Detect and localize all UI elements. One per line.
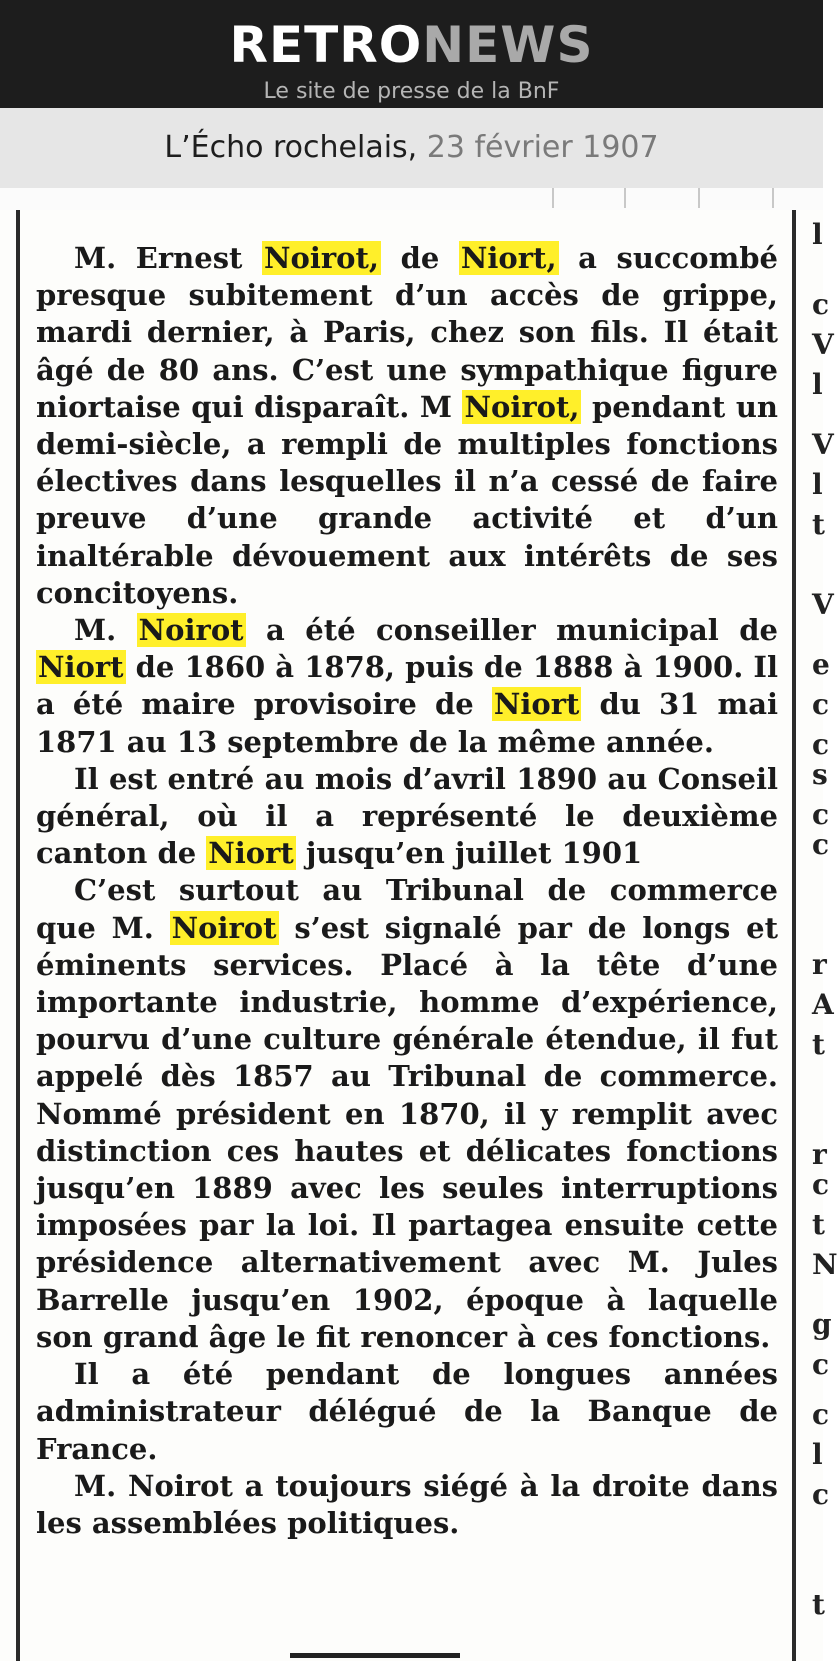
search-highlight: Noirot [171,910,277,945]
search-highlight: Niort [38,650,124,685]
search-highlight: Niort, [460,241,557,275]
fragment-glyph: N [812,1248,838,1281]
fragment-glyph: c [812,1348,830,1381]
article-text [36,240,778,1542]
divider-notch [698,188,700,208]
fragment-glyph: c [812,288,830,321]
fragment-glyph: g [812,1308,832,1341]
article-end-rule [290,1653,460,1658]
search-highlight: Niort [208,836,294,871]
fragment-glyph: c [812,1398,830,1431]
divider-notch [552,188,554,208]
fragment-glyph: V [812,428,834,461]
fragment-glyph: t [812,1208,825,1241]
search-highlight: Noirot [138,613,244,648]
paragraph-6: M. Noirot a toujours siégé à la droite dans les assemblées politiques. [36,1468,778,1540]
fragment-glyph: t [812,1588,825,1621]
fragment-glyph: l [812,468,823,501]
fragment-glyph: c [812,828,830,861]
fragment-glyph: c [812,1168,830,1201]
fragment-glyph: r [812,948,827,981]
search-highlight: Noirot, [264,241,379,275]
fragment-glyph: s [812,758,828,791]
column-rule-left [16,210,20,1661]
site-tagline: Le site de presse de la BnF [263,79,560,104]
fragment-glyph: t [812,508,825,541]
fragment-glyph: c [812,1478,830,1511]
paragraph-2: M. Noirot a été conseiller municipal de Niort de 1860 à 1878, puis de 1888 à 1900. Il a été maire provisoire de Niort du 31 mai 1871 au 13 septembre de la même année. [36,613,778,759]
fragment-glyph: V [812,588,834,621]
divider-notch [624,188,626,208]
logo-news: NEWS [422,16,594,74]
newspaper-name: L’Écho rochelais, [164,130,418,165]
paragraph-4: C’est surtout au Tribunal de commerce que M. Noirot s’est signalé par de longs et éminents services. Placé à la tête d’une importante industrie, homme d’expérience, pourvu d’une culture générale étendue, il fut appelé dès 1857 au Tribunal de commerce. Nommé président en 1870, il y remplit avec distinction ces hautes et délicates fonctions jusqu’en 1889 avec les seules interruptions imposées par la loi. Il partagea ensuite cette présidence alternativement avec M. Jules Barrelle jusqu’en 1902, époque à laquelle son grand âge le fit renoncer à ces fonctions. [36,873,778,1354]
search-highlight: Noirot, [464,389,580,424]
fragment-glyph: l [812,368,823,401]
fragment-glyph: A [812,988,834,1021]
fragment-glyph: e [812,648,830,681]
paragraph-3: Il est entré au mois d’avril 1890 au Conseil général, où il a représenté le deuxième canton de Niort jusqu’en juillet 1901 [36,761,778,871]
fragment-glyph: l [812,1438,823,1471]
fragment-glyph: l [812,218,823,251]
fragment-glyph: V [812,328,834,361]
divider-notch [772,188,774,208]
search-highlight: Niort [493,687,580,722]
site-header [0,0,823,108]
paragraph-1: M. Ernest Noirot, de Niort, a succombé presque subitement d’un accès de grippe, mardi dernier, à Paris, chez son fils. Il était âgé de 80 ans. C’est une sympathique figure niortaise qui disparaît. M Noirot, pendant un demi-siècle, a rempli de multiples fonctions électives dans lesquelles il n’a cessé de faire preuve d’une grande activité et d’un inaltérable dévouement aux intérêts de ses concitoyens. [36,241,778,610]
fragment-glyph: c [812,728,830,761]
column-rule-right [792,210,796,1661]
fragment-glyph: t [812,1028,825,1061]
fragment-glyph: r [812,1138,827,1171]
column-divider-strip [0,188,823,210]
logo-retro: RETRO [229,16,423,74]
paragraph-5: Il a été pendant de longues années administrateur délégué de la Banque de France. [36,1357,778,1466]
issue-date: 23 février 1907 [426,130,659,165]
retronews-logo[interactable] [0,16,823,74]
fragment-glyph: c [812,798,830,831]
newspaper-title-bar [0,108,823,188]
adjacent-column-fragment [812,0,838,1661]
fragment-glyph: c [812,688,830,721]
